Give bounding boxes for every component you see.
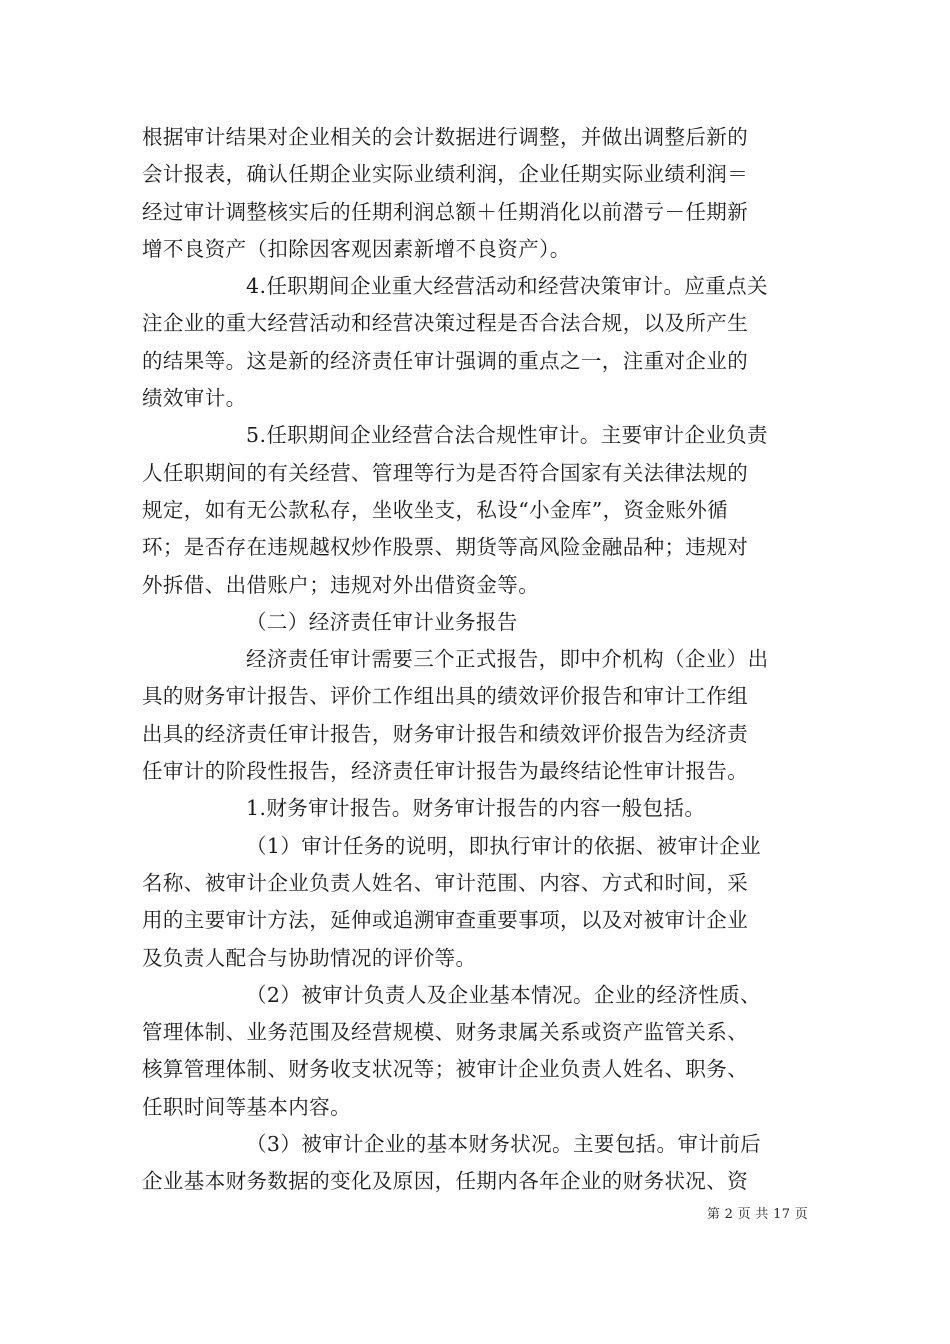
text-line: 的结果等。这是新的经济责任审计强调的重点之一，注重对企业的 [142,348,749,373]
text-line: 企业基本财务数据的变化及原因，任期内各年企业的财务状况、资 [142,1169,749,1194]
text-line: 规定，如有无公款私存，坐收坐支，私设“小金库”，资金账外循 [142,497,729,522]
text-line: 环；是否存在违规越权炒作股票、期货等高风险金融品种；违规对 [142,535,749,560]
text-line: 根据审计结果对企业相关的会计数据进行调整，并做出调整后新的 [142,125,749,149]
text-line: 5.任职期间企业经营合法合规性审计。主要审计企业负责 [246,423,768,448]
text-line: （1）审计任务的说明，即执行审计的依据、被审计企业 [246,833,762,858]
text-line: 任审计的阶段性报告，经济责任审计报告为最终结论性审计报告。 [142,759,749,784]
text-line: 经济责任审计需要三个正式报告，即中介机构（企业）出 [246,647,769,672]
text-line: 会计报表，确认任期企业实际业绩利润，企业任期实际业绩利润＝ [142,162,749,187]
body-text [142,119,814,1201]
text-line: 用的主要审计方法，延伸或追溯审查重要事项，以及对被审计企业 [142,908,749,933]
text-line: 及负责人配合与协助情况的评价等。 [142,945,477,970]
text-line: 注企业的重大经营活动和经营决策过程是否合法合规，以及所产生 [142,311,749,336]
text-line: 经过审计调整核实后的任期利润总额＋任期消化以前潜亏－任期新 [142,199,749,224]
text-line: （2）被审计负责人及企业基本情况。企业的经济性质、 [246,982,762,1007]
text-line: 人任职期间的有关经营、管理等行为是否符合国家有关法律法规的 [142,460,749,485]
text-line: 核算管理体制、财务收支状况等；被审计企业负责人姓名、职务、 [142,1057,749,1082]
text-line: 出具的经济责任审计报告，财务审计报告和绩效评价报告为经济责 [142,721,749,746]
text-line: 具的财务审计报告、评价工作组出具的绩效评价报告和审计工作组 [142,684,749,709]
text-line: 管理体制、业务范围及经营规模、财务隶属关系或资产监管关系、 [142,1020,749,1045]
text-line: 名称、被审计企业负责人姓名、审计范围、内容、方式和时间，采 [142,870,749,895]
text-line: 绩效审计。 [142,386,247,411]
page-number-footer: 第 2 页 共 17 页 [706,1207,808,1222]
text-line: 任职时间等基本内容。 [142,1094,351,1119]
text-line: 1.财务审计报告。财务审计报告的内容一般包括。 [246,796,706,821]
text-line: 外拆借、出借账户；违规对外出借资金等。 [142,572,540,597]
section-heading: （二）经济责任审计业务报告 [246,609,518,634]
text-line: 增不良资产（扣除因客观因素新增不良资产）。 [142,236,571,261]
text-line: 4.任职期间企业重大经营活动和经营决策审计。应重点关 [246,274,768,299]
text-line: （3）被审计企业的基本财务状况。主要包括。审计前后 [246,1132,762,1157]
